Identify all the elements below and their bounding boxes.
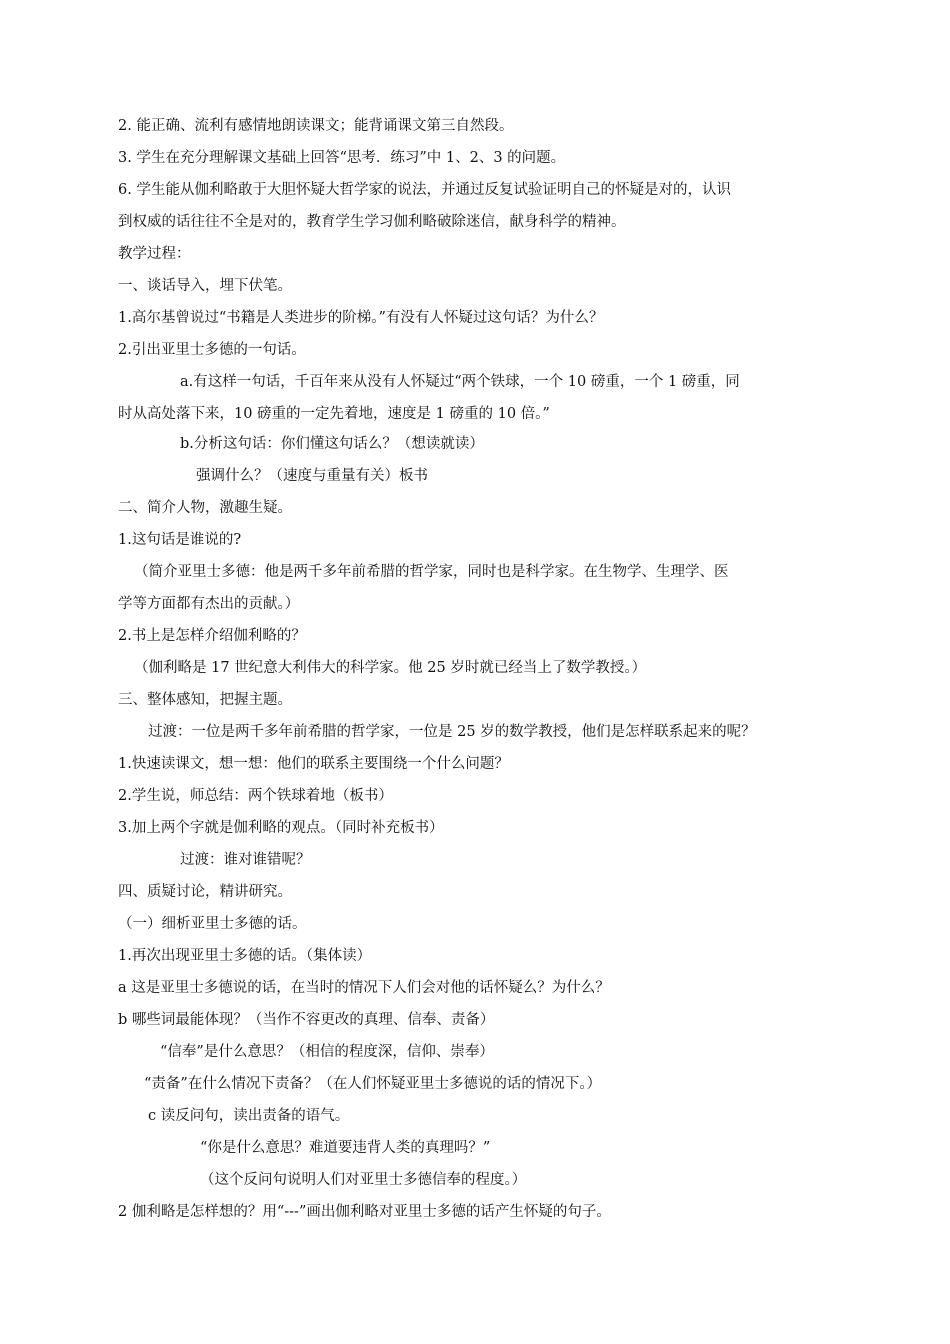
aristotle-bio-line-1: （简介亚里士多德：他是两千多年前希腊的哲学家，同时也是科学家。在生物学、生理学、医 <box>134 564 729 580</box>
item-b: b.分析这句话：你们懂这句话么？（想读就读） <box>180 436 484 452</box>
galileo-thinking: 2 伽利略是怎样想的？用“---”画出伽利略对亚里士多德的话产生怀疑的句子。 <box>118 1204 611 1220</box>
paragraph-aristotle-intro: 2.引出亚里士多德的一句话。 <box>118 342 306 358</box>
transition-2: 过渡：谁对谁错呢？ <box>180 852 311 868</box>
transition-1: 过渡：一位是两千多年前希腊的哲学家，一位是 25 岁的数学教授，他们是怎样联系起来的呢？ <box>148 724 756 740</box>
objective-3: 3. 学生在充分理解课文基础上回答“思考．练习”中 1、2、3 的问题。 <box>118 150 566 166</box>
question-b: b 哪些词最能体现？（当作不容更改的真理、信奉、责备） <box>118 1012 495 1028</box>
step-summary: 2.学生说，师总结：两个铁球着地（板书） <box>118 788 393 804</box>
section-heading-process: 教学过程： <box>118 246 191 262</box>
section-heading-4: 四、质疑讨论，精讲研究。 <box>118 884 292 900</box>
item-a-line-2: 时从高处落下来，10 磅重的一定先着地，速度是 1 磅重的 10 倍。” <box>118 406 550 422</box>
question-a: a 这是亚里士多德说的话，在当时的情况下人们会对他的话怀疑么？为什么？ <box>118 980 610 996</box>
question-who-said: 1.这句话是谁说的? <box>118 532 242 548</box>
objective-6-line-1: 6. 学生能从伽利略敢于大胆怀疑大哲学家的说法，并通过反复试验证明自己的怀疑是对的，认识 <box>118 182 731 198</box>
objective-2: 2. 能正确、流利有感情地朗读课文；能背诵课文第三自然段。 <box>118 118 514 134</box>
rhetorical-explanation: （这个反问句说明人们对亚里士多德信奉的程度。） <box>200 1172 527 1188</box>
item-a-line-1: a.有这样一句话，千百年来从没有人怀疑过“两个铁球，一个 10 磅重，一个 1 磅重，同 <box>180 374 740 390</box>
item-b-emphasis: 强调什么？（速度与重量有关）板书 <box>196 468 428 484</box>
explain-blame: “责备”在什么情况下责备？（在人们怀疑亚里士多德说的话的情况下。） <box>144 1076 602 1092</box>
question-c: c 读反问句，读出责备的语气。 <box>148 1108 350 1124</box>
question-galileo-intro: 2.书上是怎样介绍伽利略的？ <box>118 628 306 644</box>
objective-6-line-2: 到权威的话往往不全是对的，教育学生学习伽利略破除迷信，献身科学的精神。 <box>118 214 626 230</box>
galileo-bio: （伽利略是 17 世纪意大利伟大的科学家。他 25 岁时就已经当上了数学教授。） <box>134 660 647 676</box>
aristotle-bio-line-2: 学等方面都有杰出的贡献。） <box>118 596 300 612</box>
paragraph-gorky: 1.高尔基曾说过“书籍是人类进步的阶梯。”有没有人怀疑过这句话？为什么？ <box>118 310 604 326</box>
subsection-heading-1: （一）细析亚里士多德的话。 <box>118 916 307 932</box>
step-reread: 1.再次出现亚里士多德的话。（集体读） <box>118 948 372 964</box>
step-add-words: 3.加上两个字就是伽利略的观点。（同时补充板书） <box>118 820 444 836</box>
section-heading-2: 二、简介人物，激趣生疑。 <box>118 500 292 516</box>
explain-believe: “信奉”是什么意思？（相信的程度深，信仰、崇奉） <box>160 1044 494 1060</box>
rhetorical-question: “你是什么意思？难道要违背人类的真理吗？” <box>200 1140 491 1156</box>
section-heading-1: 一、谈话导入，埋下伏笔。 <box>118 278 292 294</box>
step-fast-read: 1.快速读课文，想一想：他们的联系主要围绕一个什么问题？ <box>118 756 509 772</box>
section-heading-3: 三、整体感知，把握主题。 <box>118 692 292 708</box>
